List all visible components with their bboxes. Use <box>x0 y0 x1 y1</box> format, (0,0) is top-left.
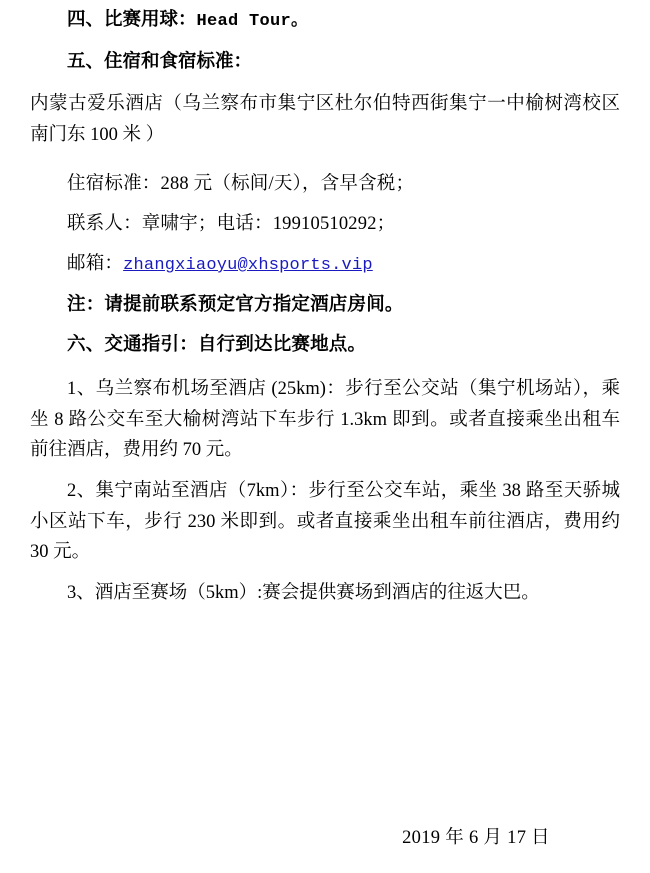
hotel-address: 内蒙古爱乐酒店（乌兰察布市集宁区杜尔伯特西街集宁一中榆树湾校区南门东 100 米 ） <box>30 94 620 145</box>
booking-note: 注：请提前联系预定官方指定酒店房间。 <box>67 294 404 315</box>
hotel-standard: 住宿标准：288 元（标间/天），含早含税； <box>67 173 415 194</box>
section-four-heading <box>30 6 620 36</box>
spacer <box>30 157 620 169</box>
transport-item: 1、乌兰察布机场至酒店 (25km)：步行至公交站（集宁机场站），乘坐 8 路公交车至大榆树湾站下车步行 1.3km 即到。或者直接乘坐出租车前往酒店，费用约 70 元。 <box>30 378 620 461</box>
contact-line: 联系人：章啸宇；电话：19910510292； <box>67 213 396 234</box>
email-link[interactable]: zhangxiaoyu@xhsports.vip <box>123 255 373 275</box>
email-label: 邮箱： <box>67 253 124 274</box>
email-line <box>30 249 620 280</box>
section-five-heading: 五、住宿和食宿标准： <box>67 51 253 72</box>
transport-item: 2、集宁南站至酒店（7km）：步行至公交车站，乘坐 38 路至天骄城小区站下车，步行 230 米即到。或者直接乘坐出租车前往酒店，费用约 30 元。 <box>30 480 620 563</box>
section-four-heading-prefix: 四、比赛用球： <box>67 10 197 30</box>
transport-item: 3、酒店至赛场（5km）:赛会提供赛场到酒店的往返大巴。 <box>67 583 540 604</box>
section-six-heading: 六、交通指引：自行到达比赛地点。 <box>67 334 367 355</box>
section-four-heading-value: Head Tour。 <box>196 12 309 31</box>
document-date: 2019 年 6 月 17 日 <box>402 828 550 848</box>
